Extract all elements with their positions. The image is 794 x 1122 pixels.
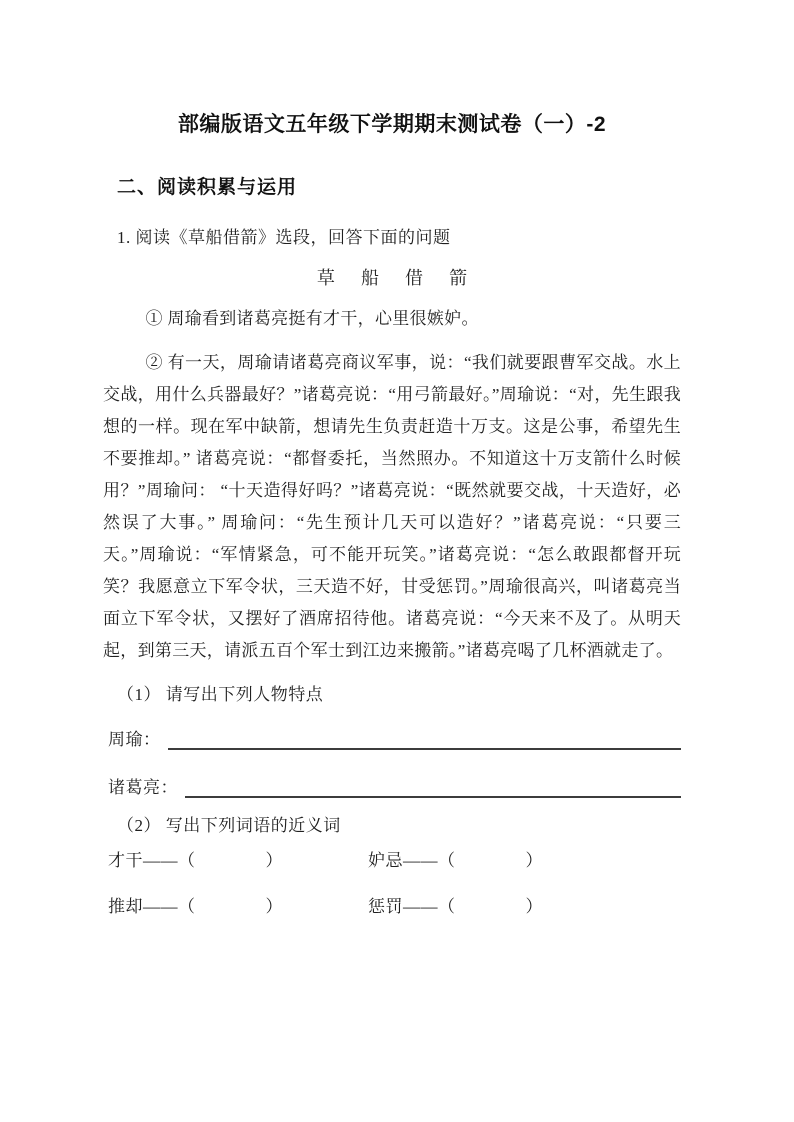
synonym-answer-blank-tuique[interactable]: （ ） [178,897,283,916]
passage-paragraph-2: ② 有一天，周瑜请诸葛亮商议军事，说：“我们就要跟曹军交战。水上交战，用什么兵器最好？”诸葛亮说：“用弓箭最好。”周瑜说：“对，先生跟我想的一样。现在军中缺箭，想请先生负责赶造十万支。这是公事，希望先生不要推却。” 诸葛亮说：“都督委托，当然照办。不知道这十万支箭什么时候用？”周瑜问： “十天造得好吗？”诸葛亮说：“既然就要交战，十天造好，必然误了大事。” 周瑜问：“先生预计几天可以造好？”诸葛亮说：“只要三天。”周瑜说：“军情紧急，可不能开玩笑。”诸葛亮说：“怎么敢跟都督开玩笑？我愿意立下军令状，三天造不好，甘受惩罚。”周瑜很高兴，叫诸葛亮当面立下军令状，又摆好了酒席招待他。诸葛亮说：“今天来不及了。从明天起，到第三天，请派五百个军士到江边来搬箭。”诸葛亮喝了几杯酒就走了。 [103,353,681,660]
question-1-prompt: 1. 阅读《草船借箭》选段，回答下面的问题 [117,228,451,247]
subquestion-1-label: （1） 请写出下列人物特点 [117,685,324,704]
synonym-item-tuique [108,896,368,918]
synonym-word-duji: 妒忌—— [368,851,438,870]
passage-title: 草 船 借 箭 [316,268,478,288]
synonym-word-chengfa: 惩罚—— [368,897,438,916]
answer-row-zhugeliang [108,775,681,798]
answer-row-zhouyu [108,727,681,750]
passage-paragraph-1: ① 周瑜看到诸葛亮挺有才干，心里很嫉妒。 [145,309,479,328]
synonym-answer-blank-duji[interactable]: （ ） [438,851,543,870]
synonym-item-duji [368,850,681,872]
blank-label-zhugeliang: 诸葛亮： [108,778,178,797]
answer-line-zhugeliang[interactable] [185,775,681,798]
synonym-item-chengfa [368,896,681,918]
synonym-grid [108,850,681,918]
subquestion-2-label: （2） 写出下列词语的近义词 [117,816,341,835]
synonym-word-tuique: 推却—— [108,897,178,916]
section-heading: 二、阅读积累与运用 [117,177,298,198]
synonym-answer-blank-chengfa[interactable]: （ ） [438,897,543,916]
synonym-word-caigan: 才干—— [108,851,178,870]
answer-line-zhouyu[interactable] [168,727,682,750]
synonym-answer-blank-caigan[interactable]: （ ） [178,851,283,870]
document-title: 部编版语文五年级下学期期末测试卷（一）-2 [177,113,607,136]
synonym-item-caigan [108,850,368,872]
blank-label-zhouyu: 周瑜： [108,730,161,749]
